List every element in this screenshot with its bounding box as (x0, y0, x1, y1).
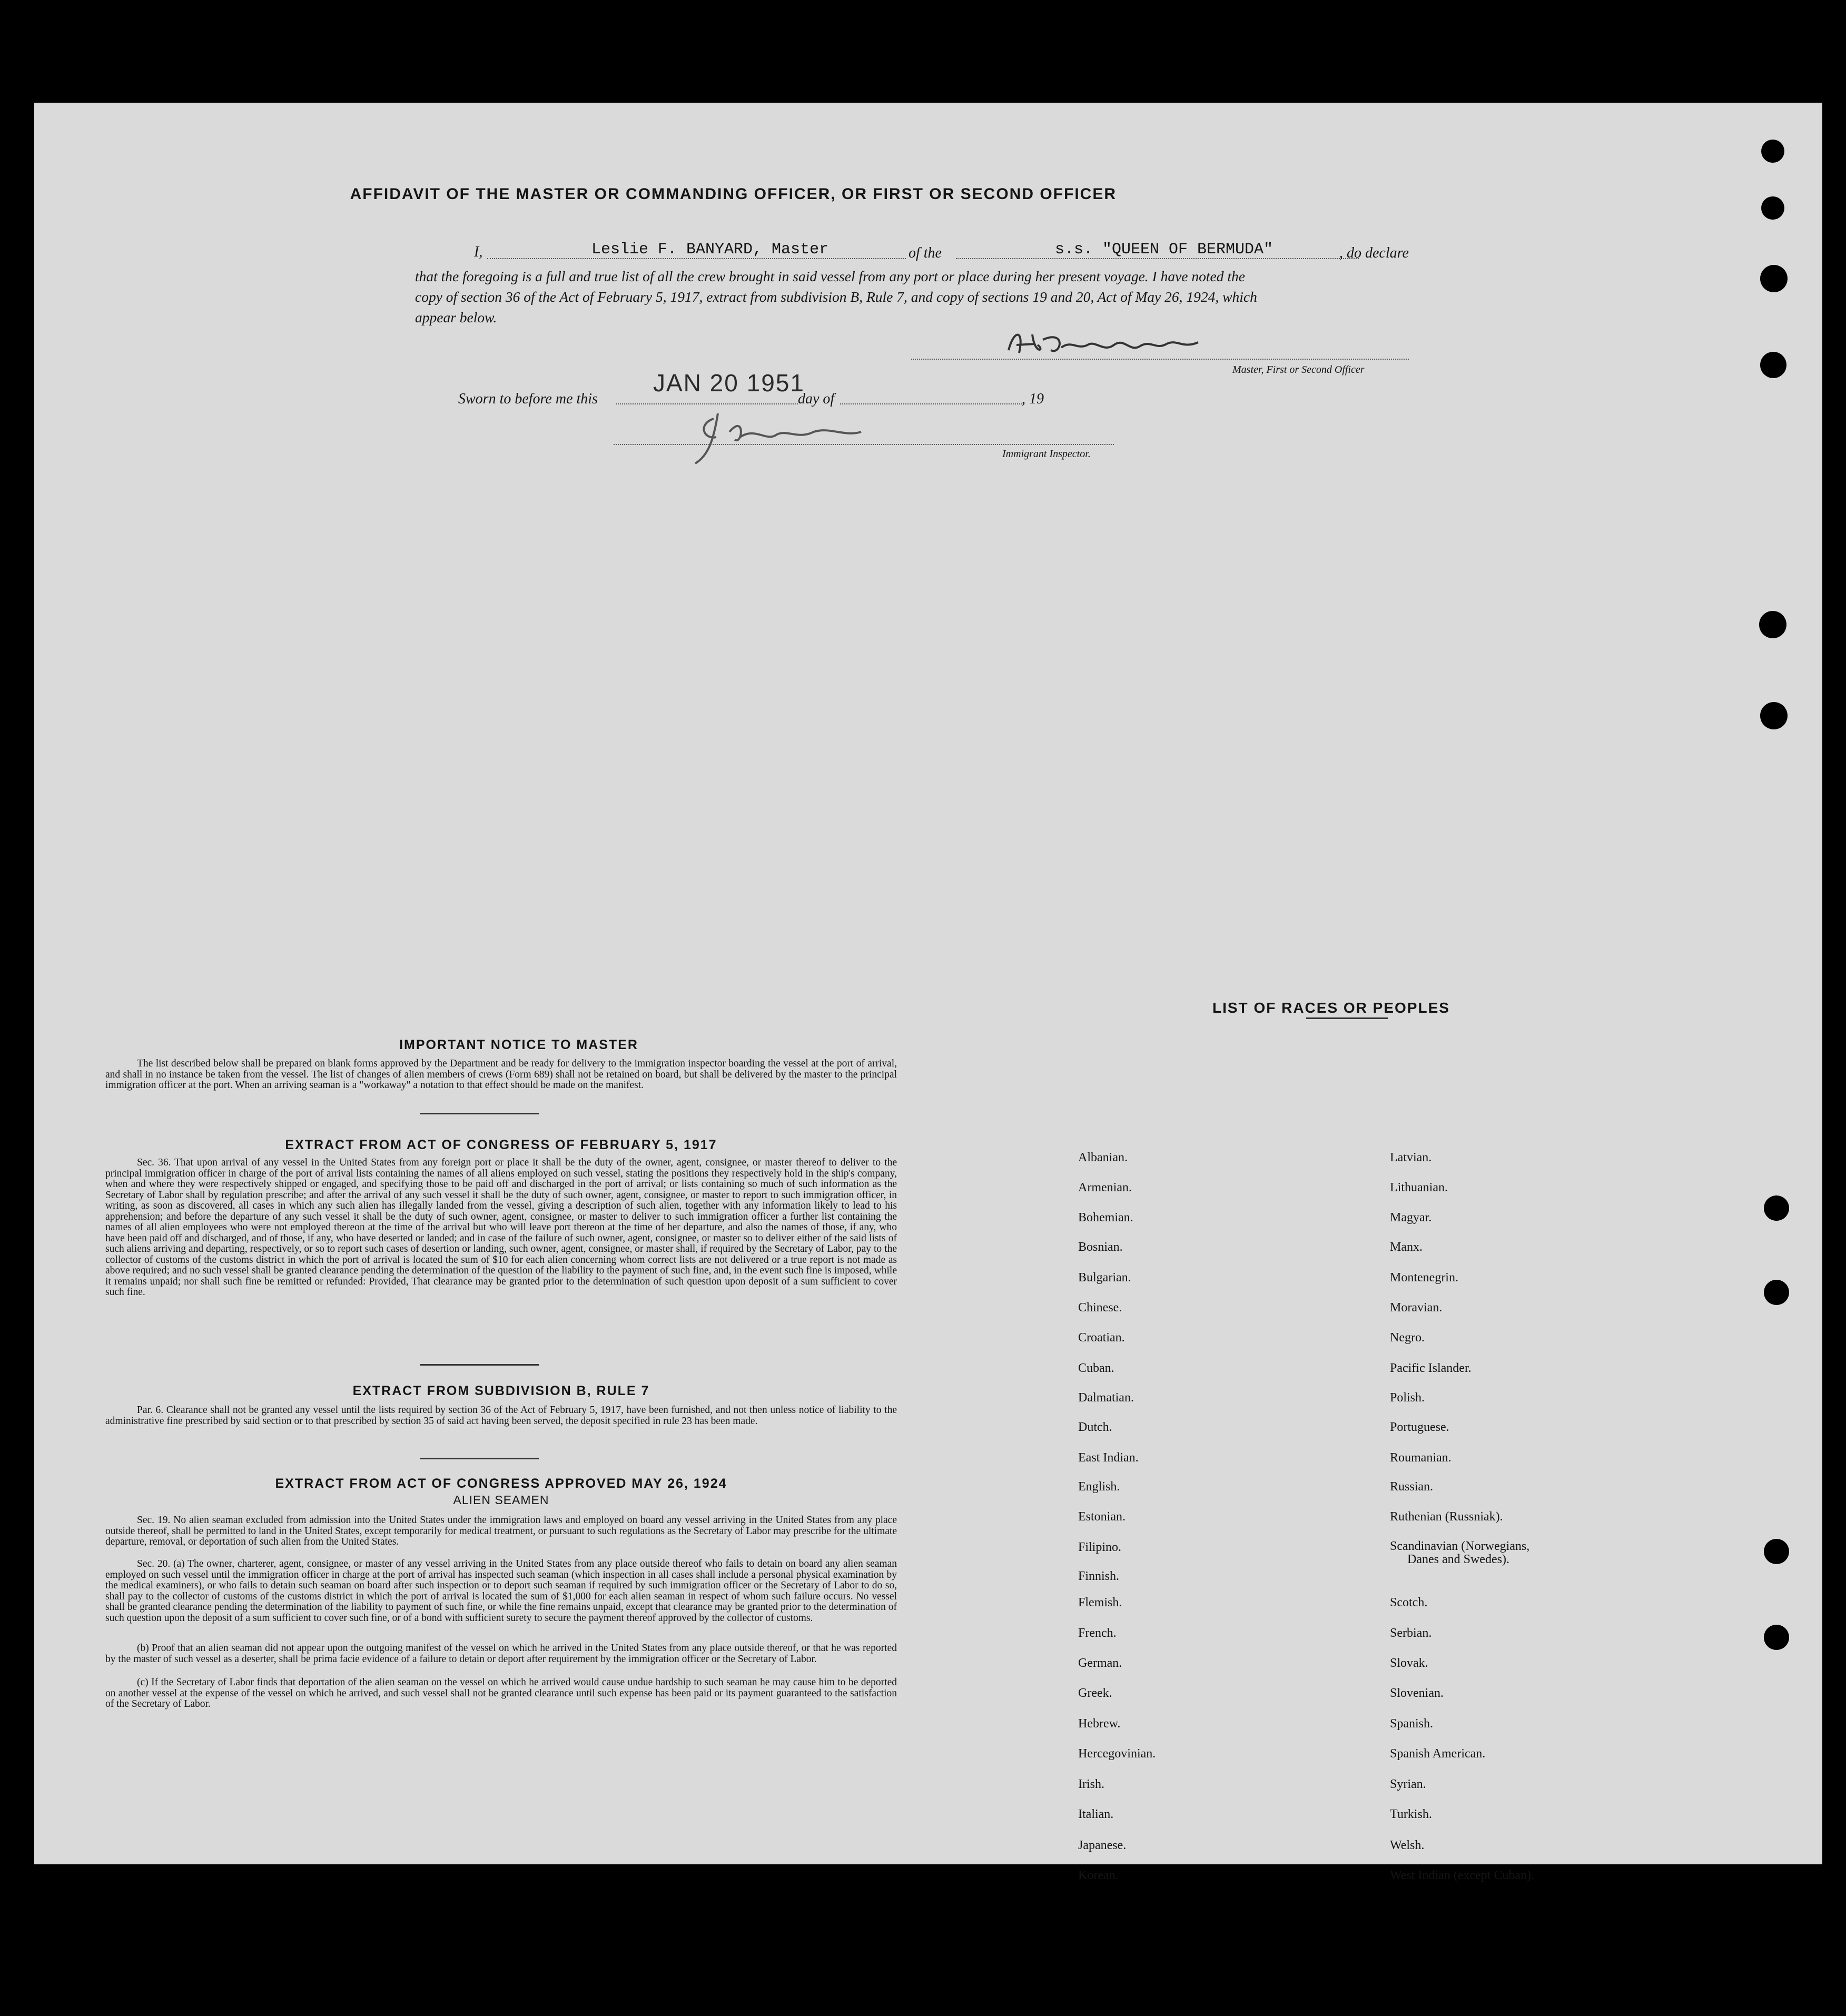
race-item: Japanese. (1078, 1839, 1127, 1852)
act-1924-subtitle: ALIEN SEAMEN (453, 1493, 549, 1507)
race-item: Cuban. (1078, 1361, 1114, 1375)
race-item: Pacific Islander. (1390, 1361, 1472, 1375)
punch-hole (1760, 265, 1788, 292)
race-item: Spanish. (1390, 1717, 1434, 1731)
race-item: Moravian. (1390, 1301, 1443, 1315)
race-item: Dalmatian. (1078, 1391, 1134, 1405)
act-1924-sec-19: Sec. 19. No alien seaman excluded from admission into the United States under the immigration laws and employed on board any vessel arriving in the United States from any place outside thereof, shall be permitted to land in the United States, except temporarily for medical treatment, or pursuant to such regulations as the Secretary of Labor may prescribe for the ultimate departure, removal, or deportation of such alien from the United States. (105, 1515, 897, 1547)
race-item: Ruthenian (Russniak). (1390, 1510, 1503, 1524)
document-page (34, 103, 1822, 1882)
inspector-signature (693, 408, 866, 466)
race-item: Bosnian. (1078, 1240, 1123, 1254)
punch-hole (1760, 352, 1786, 378)
race-item: Slovenian. (1390, 1686, 1444, 1700)
affidavit-i: I, (474, 244, 483, 260)
race-item: Korean. (1078, 1869, 1119, 1882)
act-1924-sec-20b: (b) Proof that an alien seaman did not appear upon the outgoing manifest of the vessel on which he arrived in the United States from any place outside thereof, or that he was reported by the master of such vessel as a deserter, shall be prima facie evidence of a failure to detain or deport after requirement by the immigration officer or the Secretary of Labor. (105, 1643, 897, 1665)
race-item: West Indian (except Cuban). (1390, 1869, 1534, 1882)
act-1917-title: EXTRACT FROM ACT OF CONGRESS OF FEBRUARY 5, 1917 (285, 1138, 717, 1152)
races-title: LIST OF RACES OR PEOPLES (1212, 1000, 1450, 1016)
master-name: Leslie F. BANYARD, Master (591, 241, 829, 259)
race-item: Lithuanian. (1390, 1181, 1448, 1194)
race-item: Dutch. (1078, 1420, 1112, 1434)
punch-hole (1760, 702, 1788, 729)
divider-1 (420, 1113, 539, 1114)
punch-hole (1761, 140, 1784, 163)
races-title-underline (1306, 1017, 1388, 1019)
punch-hole (1764, 1280, 1789, 1305)
race-item: Flemish. (1078, 1596, 1122, 1609)
race-item: Italian. (1078, 1807, 1114, 1821)
race-item: Manx. (1390, 1240, 1423, 1254)
affidavit-line-4: appear below. (415, 309, 497, 325)
punch-hole (1764, 1195, 1789, 1221)
race-item: Chinese. (1078, 1301, 1122, 1315)
race-item: Roumanian. (1390, 1451, 1452, 1465)
day-of-label: day of (798, 391, 835, 407)
race-item: Russian. (1390, 1480, 1434, 1494)
rule-7-text: Par. 6. Clearance shall not be granted any vessel until the lists required by section 36 of the Act of February 5, 1917, have been furnished, and not then unless notice of liability to the administrative fine prescribed by said section or to that prescribed by section 35 of said act having been served, the deposit specified in rule 23 has been made. (105, 1405, 897, 1427)
vessel-name: s.s. "QUEEN OF BERMUDA" (1055, 241, 1274, 259)
race-item: Irish. (1078, 1777, 1104, 1791)
race-item: Scotch. (1390, 1596, 1428, 1609)
race-item: Estonian. (1078, 1510, 1126, 1524)
month-line (840, 403, 1024, 404)
act-1924-sec-20c: (c) If the Secretary of Labor finds that deportation of the alien seaman on the vessel on which he arrived would cause undue hardship to such seaman he may cause him to be deported on another vessel at the expense of the vessel on which he arrived, and such vessel shall not be granted clearance until such expense has been paid or its payment guaranteed to the satisfaction of the Secretary of Labor. (105, 1677, 897, 1709)
punch-hole (1761, 196, 1784, 220)
race-item: Bulgarian. (1078, 1271, 1131, 1284)
rule-7-title: EXTRACT FROM SUBDIVISION B, RULE 7 (352, 1383, 650, 1398)
race-item: Negro. (1390, 1331, 1425, 1345)
act-1924-title: EXTRACT FROM ACT OF CONGRESS APPROVED MAY 26, 1924 (275, 1476, 727, 1491)
affidavit-line-3: copy of section 36 of the Act of February 5, 1917, extract from subdivision B, Rule 7, and copy of sections 19 and 20, Act of May 26, 1924, which (415, 289, 1257, 305)
inspector-caption: Immigrant Inspector. (1002, 448, 1091, 460)
race-item: Syrian. (1390, 1777, 1426, 1791)
race-item: Spanish American. (1390, 1747, 1486, 1761)
day-line (616, 403, 798, 404)
race-item: Hebrew. (1078, 1717, 1121, 1731)
race-item: East Indian. (1078, 1451, 1139, 1465)
divider-2 (420, 1364, 539, 1366)
race-item: Finnish. (1078, 1569, 1120, 1583)
race-item: Serbian. (1390, 1626, 1432, 1640)
year-label: , 19 (1022, 391, 1044, 407)
affidavit-line-2: that the foregoing is a full and true list of all the crew brought in said vessel from any port or place during her present voyage. I have noted the (415, 268, 1245, 284)
master-signature (1003, 324, 1203, 361)
race-item: Greek. (1078, 1686, 1112, 1700)
race-item: Magyar. (1390, 1211, 1432, 1224)
notice-title: IMPORTANT NOTICE TO MASTER (399, 1037, 638, 1052)
race-item: Slovak. (1390, 1656, 1428, 1670)
divider-3 (420, 1458, 539, 1459)
race-item: Albanian. (1078, 1151, 1128, 1164)
race-item: Welsh. (1390, 1839, 1425, 1852)
act-1917-text: Sec. 36. That upon arrival of any vessel in the United States from any foreign port or place it shall be the duty of the owner, agent, consignee, or master thereof to deliver to the principal immigration officer in charge of the port of arrival lists containing the names of all aliens employed on such vessel, stating the positions they respectively hold in the ship's company, when and where they were respectively shipped or engaged, and specifying those to be paid off and discharged in the port of arrival; or lists containing so much of such information as the Secretary of Labor shall by regulation prescribe; and after the arrival of any such vessel it shall be the duty of such owner, agent, consignee, or master to report to such immigration officer, in writing, as soon as discovered, all cases in which any such alien has illegally landed from the vessel, giving a description of such alien, together with any information likely to lead to his apprehension; and before the departure of any such vessel it shall be the duty of such owner, agent, consignee, or master to deliver to such immigration officer a further list containing the names of all alien employees who were not employed thereon at the time of the arrival but who will leave port thereon at the time of her departure, and also the names of those, if any, who have been paid off and discharged, and of those, if any, who have deserted or landed; and in case of the failure of such owner, agent, consignee, or master so to deliver either of the said lists of such aliens arriving and departing, respectively, or so to report such cases of desertion or landing, such owner, agent, consignee, or master shall, if required by the Secretary of Labor, pay to the collector of customs of the customs district in which the port of arrival is located the sum of $10 for each alien concerning whom correct lists are not delivered or a true report is not made as above required; and no such vessel shall be granted clearance pending the determination of the question of the liability to the payment of such fine, and, in the event such fine is imposed, while it remains unpaid; nor shall such fine be remitted or refunded: Provided, That clearance may be granted prior to the determination of such question upon deposit of a sum sufficient to cover such fine. (105, 1157, 897, 1298)
signature-caption: Master, First or Second Officer (1232, 364, 1365, 375)
race-item: Turkish. (1390, 1807, 1432, 1821)
race-item: French. (1078, 1626, 1117, 1640)
race-item: German. (1078, 1656, 1122, 1670)
do-declare-label: , do declare (1339, 245, 1409, 261)
notice-text: The list described below shall be prepared on blank forms approved by the Department and be ready for delivery to the immigration inspector boarding the vessel at the port of arrival, and shall in no instance be taken from the vessel. The list of changes of alien members of crews (Form 689) shall not be retained on board, but shall be delivered by the master to the principal immigration officer at the port. When an arriving seaman is a "workaway" a notation to that effect should be made on the manifest. (105, 1058, 897, 1091)
sworn-label: Sworn to before me this (458, 391, 598, 407)
punch-hole (1759, 611, 1786, 638)
race-item: Danes and Swedes). (1407, 1553, 1509, 1566)
race-item: Bohemian. (1078, 1211, 1133, 1224)
punch-hole (1764, 1539, 1789, 1564)
race-item: Montenegrin. (1390, 1271, 1458, 1284)
race-item: Scandinavian (Norwegians, (1390, 1539, 1530, 1553)
race-item: Polish. (1390, 1391, 1425, 1405)
race-item: Latvian. (1390, 1151, 1432, 1164)
race-item: Armenian. (1078, 1181, 1132, 1194)
act-1924-sec-20a: Sec. 20. (a) The owner, charterer, agent, consignee, or master of any vessel arriving in the United States from any place outside thereof who fails to detain on board any alien seaman employed on such vessel until the immigration officer in charge at the port of arrival has inspected such seaman (which inspection in all cases shall include a personal physical examination by the medical examiners), or who fails to detain such seaman on board after such inspection or to deport such seaman if required by such immigration officer or the Secretary of Labor to do so, shall pay to the collector of customs of the customs district in which the port of arrival is located the sum of $1,000 for each alien seaman in respect of whom such failure occurs. No vessel shall be granted clearance pending the determination of the liability to payment of such fine, or while the fine remains unpaid, except that clearance may be granted prior to the determination of such question upon the deposit of a sum sufficient to cover such fine, or of a bond with sufficient surety to secure the payment thereof approved by the collector of customs. (105, 1558, 897, 1624)
race-item: Croatian. (1078, 1331, 1125, 1345)
of-the-label: of the (909, 245, 942, 261)
race-item: English. (1078, 1480, 1120, 1494)
race-item: Filipino. (1078, 1540, 1122, 1554)
race-item: Hercegovinian. (1078, 1747, 1156, 1761)
date-stamp: JAN 20 1951 (653, 369, 805, 397)
affidavit-title: AFFIDAVIT OF THE MASTER OR COMMANDING OFFICER, OR FIRST OR SECOND OFFICER (350, 185, 1117, 203)
race-item: Portuguese. (1390, 1420, 1449, 1434)
punch-hole (1764, 1625, 1789, 1650)
